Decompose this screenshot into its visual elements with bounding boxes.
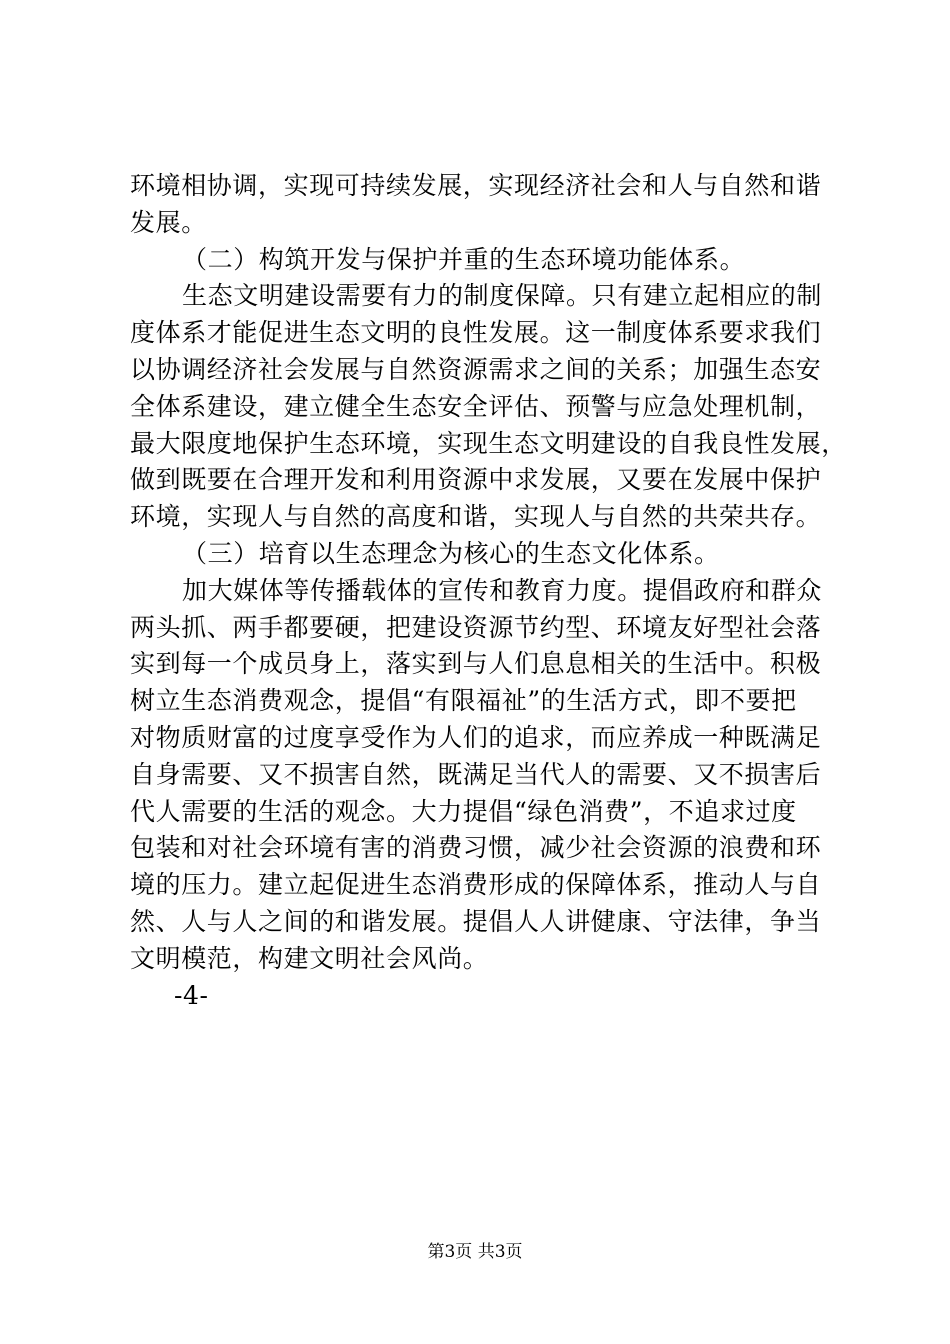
text-line: 自身需要、又不损害自然，既满足当代人的需要、又不损害后	[130, 759, 822, 789]
text-line: 对物质财富的过度享受作为人们的追求，而应养成一种既满足	[130, 722, 822, 752]
paragraph-start: 生态文明建设需要有力的制度保障。只有建立起相应的制	[182, 281, 823, 311]
text-line: 环境相协调，实现可持续发展，实现经济社会和人与自然和谐	[130, 171, 822, 200]
text-line: 度体系才能促进生态文明的良性发展。这一制度体系要求我们	[130, 318, 822, 348]
text-line: 最大限度地保护生态环境，实现生态文明建设的自我良性发展，	[130, 428, 847, 458]
section-heading: （二）构筑开发与保护并重的生态环境功能体系。	[182, 244, 746, 274]
text-line: 代人需要的生活的观念。大力提倡“绿色消费”，不追求过度	[130, 796, 797, 826]
text-line: 环境，实现人与自然的高度和谐，实现人与自然的共荣共存。	[130, 502, 822, 532]
text-line: 包装和对社会环境有害的消费习惯，减少社会资源的浪费和环	[130, 833, 822, 863]
text-line: 全体系建设，建立健全生态安全评估、预警与应急处理机制，	[130, 391, 822, 421]
text-line: 两头抓、两手都要硬，把建设资源节约型、环境友好型社会落	[130, 612, 822, 642]
text-line: 发展。	[130, 207, 207, 237]
section-heading: （三）培育以生态理念为核心的生态文化体系。	[182, 538, 720, 568]
text-line: 然、人与人之间的和谐发展。提倡人人讲健康、守法律，争当	[130, 906, 822, 936]
document-body	[130, 168, 847, 1014]
inline-page-number: -4-	[174, 980, 209, 1010]
text-line: 做到既要在合理开发和利用资源中求发展，又要在发展中保护	[130, 465, 822, 495]
page-footer	[0, 1242, 950, 1262]
text-line: 文明模范，构建文明社会风尚。	[130, 943, 489, 973]
text-line: 以协调经济社会发展与自然资源需求之间的关系；加强生态安	[130, 354, 822, 384]
paragraph-start: 加大媒体等传播载体的宣传和教育力度。提倡政府和群众	[182, 575, 823, 605]
text-line: 树立生态消费观念，提倡“有限福祉”的生活方式，即不要把	[130, 686, 797, 716]
page-counter: 第3页 共3页	[427, 1242, 523, 1262]
text-line: 实到每一个成员身上，落实到与人们息息相关的生活中。积极	[130, 649, 822, 679]
text-line: 境的压力。建立起促进生态消费形成的保障体系，推动人与自	[130, 870, 822, 900]
